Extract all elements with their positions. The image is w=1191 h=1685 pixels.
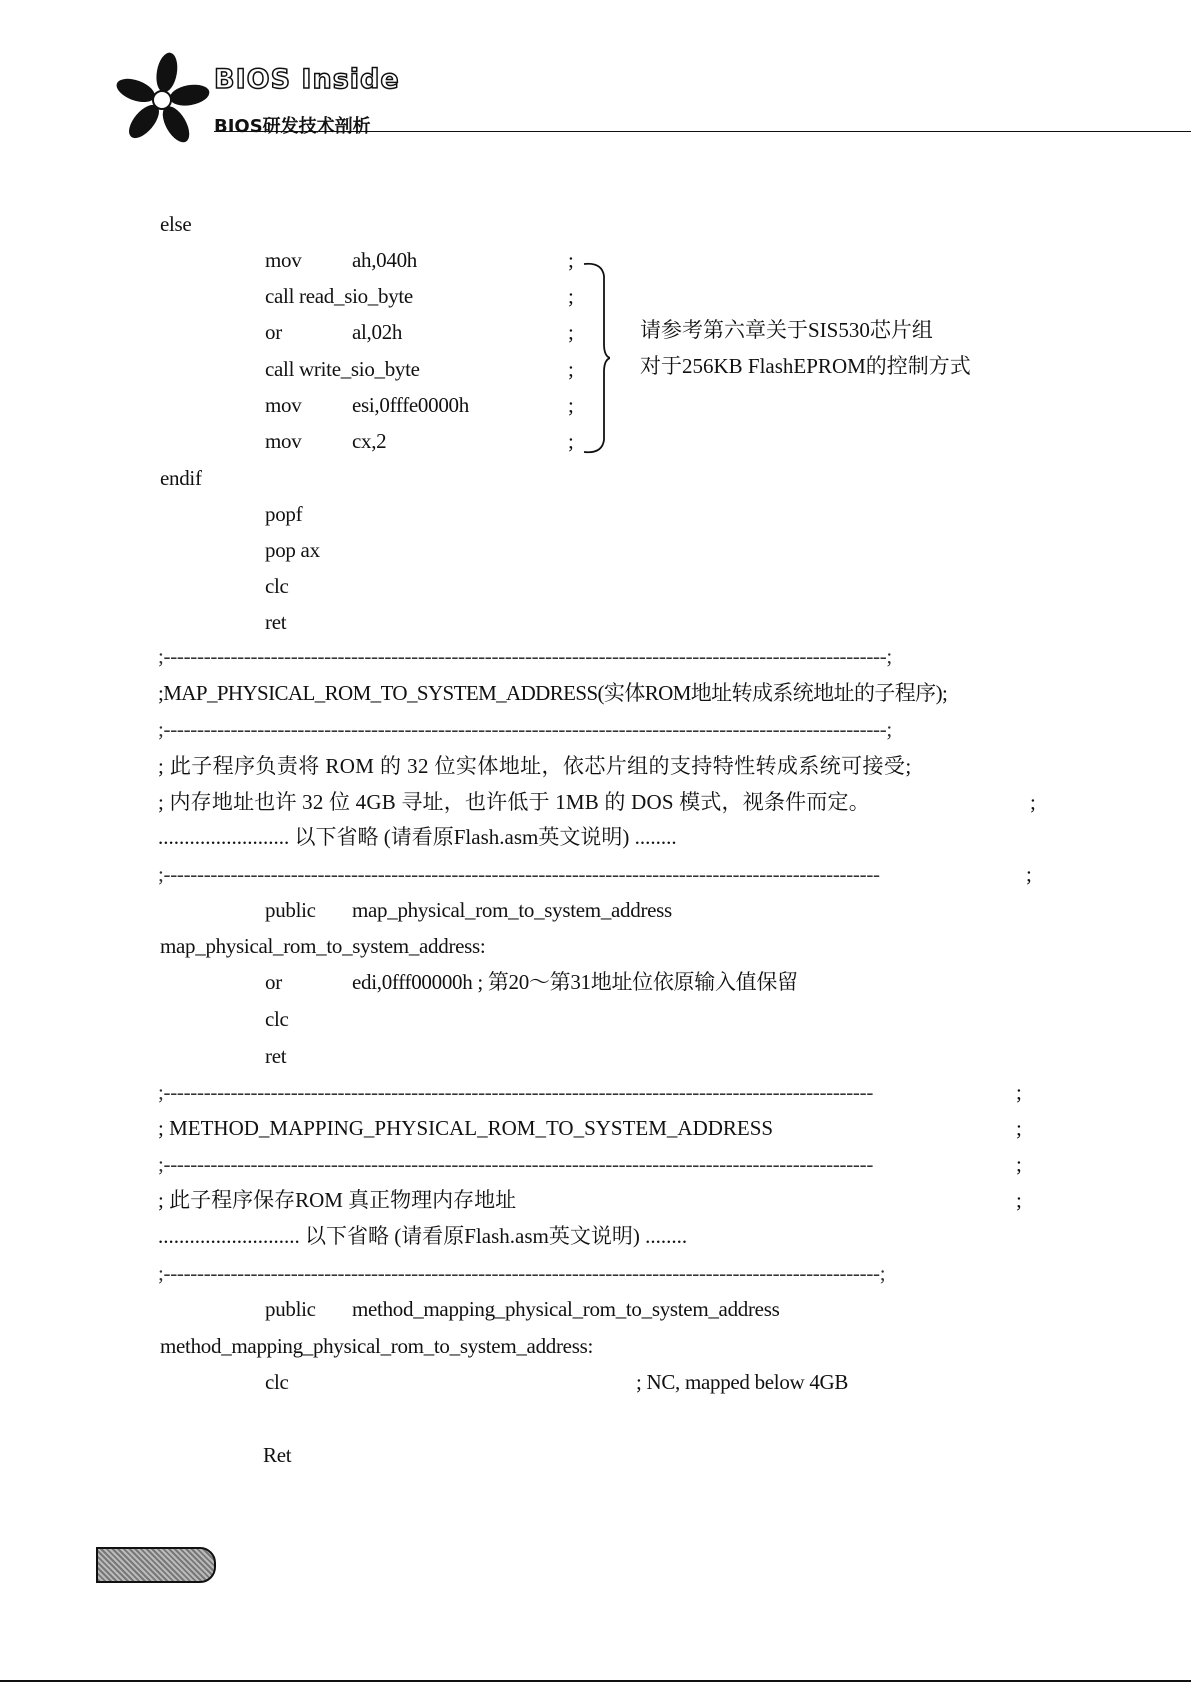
code-endif: endif	[160, 466, 202, 490]
code-arg: ah,040h	[352, 248, 417, 272]
code-comment-mark: ;	[568, 248, 574, 272]
code-symbol: map_physical_rom_to_system_address	[352, 898, 672, 922]
code-op: call write_sio_byte	[265, 357, 420, 381]
code-op: call read_sio_byte	[265, 284, 413, 308]
code-op: popf	[265, 502, 303, 526]
separator-line: ;------------------------------------------------------------------------------------------------------------;	[158, 717, 892, 741]
separator-line: ;-----------------------------------------------------------------------------------------------------------;	[158, 1261, 886, 1285]
code-op: ret	[265, 610, 287, 634]
omitted-note: ........................... 以下省略 (请看原Flash.asm英文说明) ........	[158, 1224, 688, 1248]
description-line-end: ;	[1030, 790, 1036, 814]
header-underline	[214, 131, 428, 132]
description-line: ; 内存地址也许 32 位 4GB 寻址，也许低于 1MB 的 DOS 模式，视条件而定。	[158, 790, 870, 814]
code-op: clc	[265, 1370, 289, 1394]
code-comment-mark: ;	[568, 284, 574, 308]
brace-note-line1: 请参考第六章关于SIS530芯片组	[640, 318, 933, 342]
code-op: ret	[265, 1044, 287, 1068]
description-line: ; 此子程序保存ROM 真正物理内存地址	[158, 1188, 517, 1212]
separator-line: ;----------------------------------------------------------------------------------------------------------	[158, 1080, 874, 1104]
code-symbol: method_mapping_physical_rom_to_system_address	[352, 1297, 780, 1321]
code-op: mov	[265, 393, 302, 417]
section-header: ;MAP_PHYSICAL_ROM_TO_SYSTEM_ADDRESS(实体ROM地址转成系统地址的子程序);	[158, 681, 948, 705]
code-op: or	[265, 320, 282, 344]
description-line: ; 此子程序负责将 ROM 的 32 位实体地址，依芯片组的支持特性转成系统可接受;	[158, 754, 912, 778]
code-arg: edi,0fff00000h ; 第20～第31地址位依原输入值保留	[352, 970, 798, 994]
description-line-end: ;	[1016, 1188, 1022, 1212]
header-rule	[420, 131, 1191, 132]
separator-line: ;----------------------------------------------------------------------------------------------------------	[158, 1152, 874, 1176]
code-keyword: public	[265, 1297, 316, 1321]
code-op: clc	[265, 1007, 289, 1031]
page-number-badge	[96, 1547, 216, 1583]
separator-end: ;	[1016, 1080, 1022, 1104]
separator-line: ;-----------------------------------------------------------------------------------------------------------	[158, 862, 880, 886]
bottom-rule	[0, 1680, 1191, 1682]
code-op: mov	[265, 429, 302, 453]
code-arg: esi,0fffe0000h	[352, 393, 469, 417]
section-header-end: ;	[1016, 1116, 1022, 1140]
code-arg: cx,2	[352, 429, 387, 453]
separator-end: ;	[1026, 862, 1032, 886]
separator-end: ;	[1016, 1152, 1022, 1176]
code-comment: ; NC, mapped below 4GB	[636, 1370, 849, 1394]
code-label: method_mapping_physical_rom_to_system_address:	[160, 1334, 593, 1358]
code-comment-mark: ;	[568, 393, 574, 417]
section-header: ; METHOD_MAPPING_PHYSICAL_ROM_TO_SYSTEM_ADDRESS	[158, 1116, 774, 1140]
code-label: map_physical_rom_to_system_address:	[160, 934, 486, 958]
brace-note-line2: 对于256KB FlashEPROM的控制方式	[640, 354, 971, 378]
flower-logo-icon	[112, 50, 212, 150]
code-arg: al,02h	[352, 320, 403, 344]
code-comment-mark: ;	[568, 357, 574, 381]
code-else: else	[160, 212, 192, 236]
code-comment-mark: ;	[568, 320, 574, 344]
code-op: mov	[265, 248, 302, 272]
code-op: clc	[265, 574, 289, 598]
separator-line: ;------------------------------------------------------------------------------------------------------------;	[158, 644, 892, 668]
code-op: or	[265, 970, 282, 994]
header-title: BIOS Inside	[214, 64, 400, 95]
omitted-note: ......................... 以下省略 (请看原Flash.asm英文说明) ........	[158, 825, 677, 849]
code-keyword: public	[265, 898, 316, 922]
brace-icon	[580, 258, 610, 458]
code-comment-mark: ;	[568, 429, 574, 453]
header-subtitle: BIOS研发技术剖析	[214, 116, 371, 137]
code-op: pop ax	[265, 538, 320, 562]
code-op: Ret	[263, 1443, 292, 1467]
